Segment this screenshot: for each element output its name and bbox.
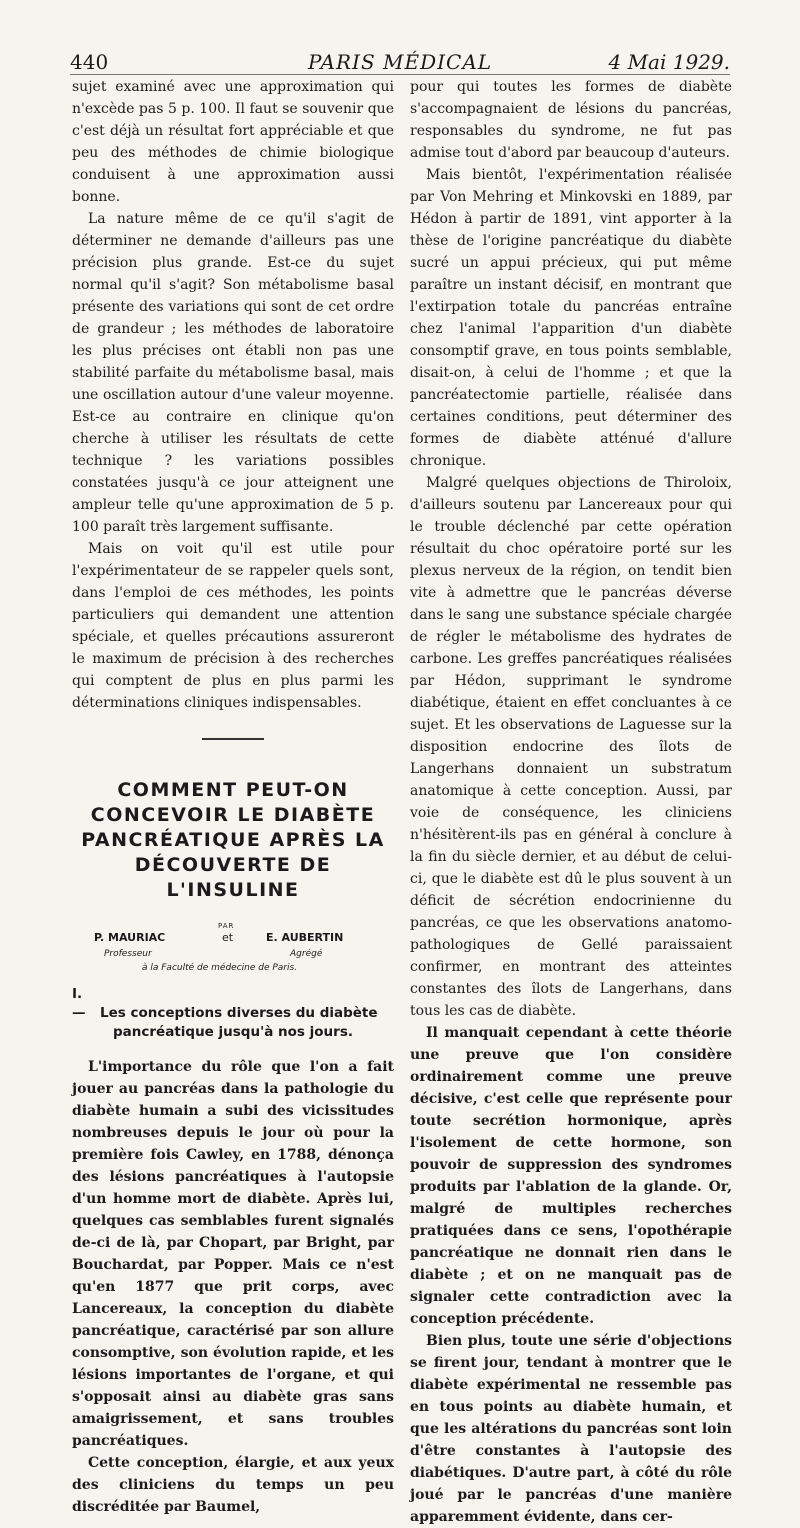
section-divider — [202, 738, 264, 740]
page-header — [70, 44, 730, 75]
paragraph: Bien plus, toute une série d'objections se firent jour, tendant à montrer que le diabète expérimental ne ressemble pas en tous points au diabète humain, et que les altérations du pancréas sont loin d'être constantes à l'autopsie des diabétiques. D'autre part, à côté du rôle joué par le pancréas d'une manière apparemment évidente, dans cer- — [410, 1333, 732, 1525]
author-affiliation: à la Faculté de médecine de Paris. — [142, 963, 298, 973]
author-conjunction: et — [222, 931, 234, 944]
issue-date: 4 Mai 1929. — [608, 50, 730, 74]
right-column — [410, 76, 732, 1528]
paragraph: Mais on voit qu'il est utile pour l'expérimentateur de se rappeler quels sont, dans l'emploi de ces méthodes, les points particuliers qui demandent une attention spéciale, et quelles précautions assureront le maximum de précision à des recherches qui comptent de plus en plus parmi les déterminations cliniques indispensables. — [72, 541, 394, 711]
author-role: Professeur — [104, 949, 152, 959]
author-role: Agrégé — [290, 949, 323, 959]
section-heading — [72, 985, 394, 1042]
section-title-line: Les conceptions diverses du diabète — [100, 1005, 378, 1021]
by-label: PAR — [218, 922, 235, 930]
page-number: 440 — [70, 50, 109, 74]
authors-block — [72, 915, 394, 975]
paragraph: Malgré quelques objections de Thiroloix, d'ailleurs soutenu par Lancereaux pour qui le trouble déclenché par cette opération résultait du choc opératoire porté sur les plexus nerveux de la région, on tendit bien vite à admettre que le pancréas déverse dans le sang une substance spéciale chargée de régler le métabolisme des hydrates de carbone. Les greffes pancréatiques réalisées par Hédon, supprimant le syndrome diabétique, étaient en effet concluantes à ce sujet. Et les observations de Laguesse sur la disposition endocrine des îlots de Langerhans donnaient un substratum anatomique à cette conception. Aussi, par voie de conséquence, les cliniciens n'hésitèrent-ils pas en général à conclure à la fin du siècle dernier, et au début de celui-ci, que le diabète est dû le plus souvent à un déficit de sécrétion endocrinienne du pancréas, ce que les observations anatomo-pathologiques de Gellé paraissaient confirmer, en montrant des atteintes constantes des îlots de Langerhans, dans tous les cas de diabète. — [410, 475, 732, 1019]
author-name: E. AUBERTIN — [266, 931, 344, 944]
paragraph: La nature même de ce qu'il s'agit de déterminer ne demande d'ailleurs pas une précision plus grande. Est-ce du sujet normal qu'il s'agit? Son métabolisme basal présente des variations qui sont de cet ordre de grandeur ; les méthodes de laboratoire les plus précises ont établi non pas une stabilité parfaite du métabolisme basal, mais une oscillation autour d'une valeur moyenne. Est-ce au contraire en clinique qu'on cherche à utiliser les résultats de cette technique ? les variations possibles constatées jusqu'à ce jour atteignent une ampleur telle qu'une approximation de 5 p. 100 paraît très largement suffisante. — [72, 211, 394, 535]
paragraph: sujet examiné avec une approximation qui n'excède pas 5 p. 100. Il faut se souvenir que c'est déjà un résultat fort appréciable et que peu des méthodes de chimie biologique conduisent à une approximation aussi bonne. — [72, 79, 394, 205]
left-column — [72, 76, 394, 1518]
author-name: P. MAURIAC — [94, 931, 166, 944]
journal-title: PARIS MÉDICAL — [307, 50, 493, 74]
paragraph: Cette conception, élargie, et aux yeux des cliniciens du temps un peu discréditée par Baumel, — [72, 1455, 394, 1515]
paragraph: Il manquait cependant à cette théorie une preuve que l'on considère ordinairement comme une preuve décisive, c'est celle que représente pour toute secrétion hormonique, après l'isolement de cette hormone, son pouvoir de suppression des syndromes produits par l'ablation de la glande. Or, malgré de multiples recherches pratiquées dans ce sens, l'opothérapie pancréatique ne donnait rien dans le diabète ; et on ne manquait pas de signaler cette contradiction avec la conception précédente. — [410, 1025, 732, 1327]
paragraph: L'importance du rôle que l'on a fait jouer au pancréas dans la pathologie du diabète humain a subi des vicissitudes nombreuses depuis le jour où pour la première fois Cawley, en 1788, dénonça des lésions pancréatiques à l'autopsie d'un homme mort de diabète. Après lui, quelques cas semblables furent signalés de-ci de là, par Chopart, par Bright, par Bouchardat, par Popper. Mais ce n'est qu'en 1877 que prit corps, avec Lancereaux, la conception du diabète pancréatique, caractérisé par son allure consomptive, son évolution rapide, et les lésions importantes de l'organe, et qui s'opposait ainsi au diabète gras sans amaigrissement, et sans troubles pancréatiques. — [72, 1059, 394, 1449]
section-number: I. — — [72, 986, 86, 1021]
paragraph: Mais bientôt, l'expérimentation réalisée par Von Mehring et Minkovski en 1889, par Hédon à partir de 1891, vint apporter à la thèse de l'origine pancréatique du diabète sucré un appui précieux, qui put même paraître un instant décisif, en montrant que l'extirpation totale du pancréas entraîne chez l'animal l'apparition d'un diabète consomptif grave, en tous points semblable, disait-on, à celui de l'homme ; et que la pancréatectomie partielle, réalisée dans certaines conditions, peut déterminer des formes de diabète atténué d'allure chronique. — [410, 167, 732, 469]
paragraph: pour qui toutes les formes de diabète s'accompagnaient de lésions du pancréas, responsables du syndrome, ne fut pas admise tout d'abord par beaucoup d'auteurs. — [410, 79, 732, 161]
section-title-line: pancréatique jusqu'à nos jours. — [113, 1024, 353, 1040]
article-title: COMMENT PEUT-ON CONCEVOIR LE DIABÈTE PANCRÉATIQUE APRÈS LA DÉCOUVERTE DE L'INSULINE — [81, 779, 385, 901]
